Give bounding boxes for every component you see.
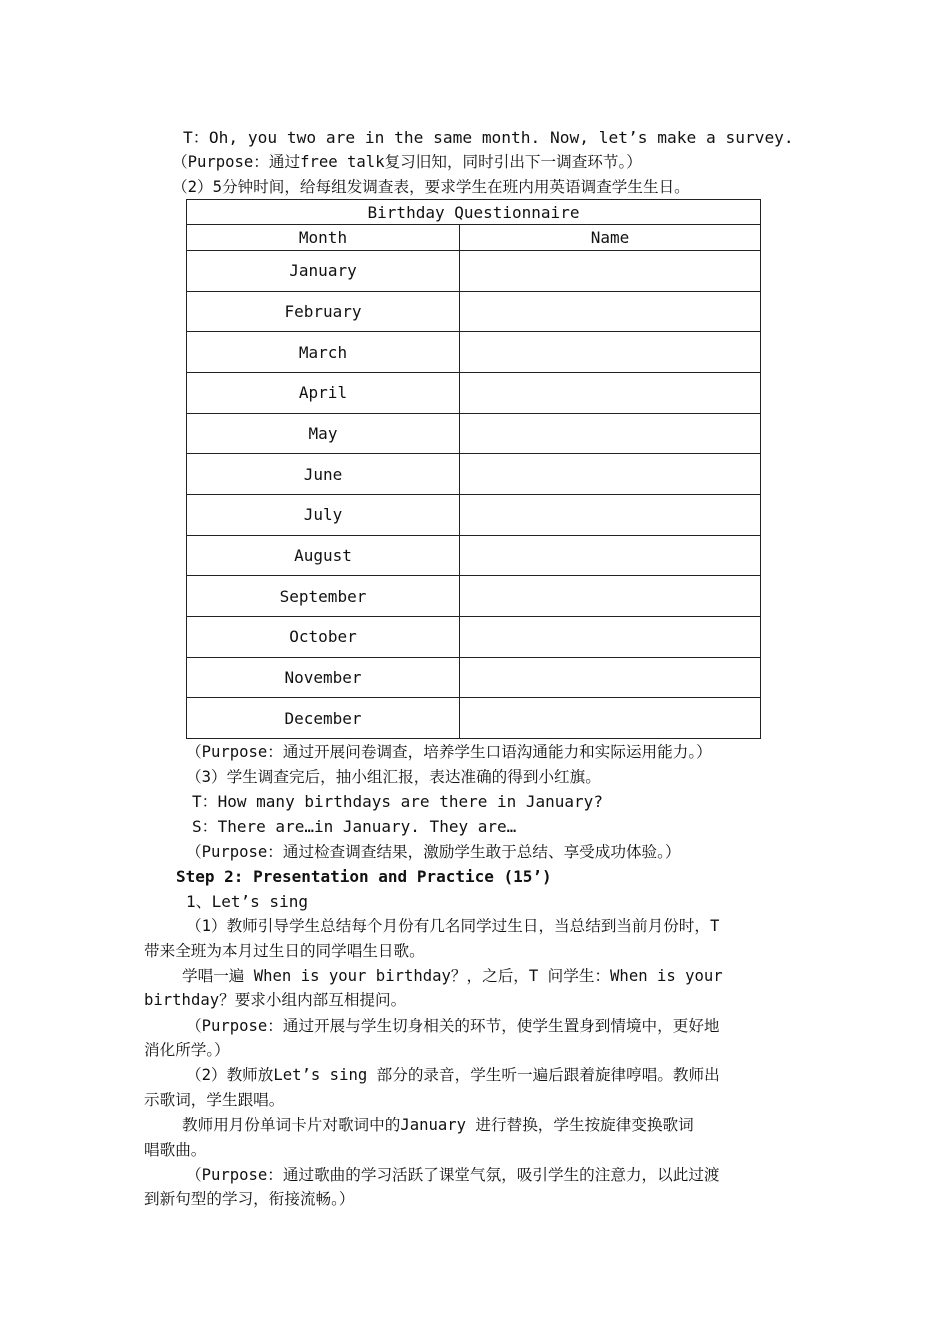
name-cell [460, 291, 761, 332]
month-cell: November [187, 657, 460, 698]
table-row [187, 372, 761, 413]
birthday-questionnaire-table [186, 199, 761, 739]
name-cell [460, 332, 761, 373]
month-cell: July [187, 494, 460, 535]
column-header-month: Month [187, 225, 460, 250]
column-header-name: Name [460, 225, 761, 250]
paragraph-line: （1）教师引导学生总结每个月份有几名同学过生日，当总结到当前月份时，T [186, 917, 720, 935]
month-cell: October [187, 616, 460, 657]
purpose-note: 消化所学。） [144, 1041, 230, 1059]
instruction-line: （3）学生调查完后，抽小组汇报，表达准确的得到小红旗。 [186, 768, 601, 786]
student-answer: S：There are…in January. They are… [192, 817, 517, 836]
paragraph-line: birthday？要求小组内部互相提问。 [144, 991, 407, 1009]
teacher-question: T：How many birthdays are there in January? [192, 792, 603, 811]
purpose-note: （Purpose：通过开展问卷调查，培养学生口语沟通能力和实际运用能力。） [186, 743, 712, 761]
paragraph-line: 学唱一遍 When is your birthday？，之后，T 问学生：When is your [182, 967, 723, 985]
step-heading: Step 2: Presentation and Practice (15’) [176, 867, 552, 886]
name-cell [460, 413, 761, 454]
table-row [187, 454, 761, 495]
name-cell [460, 535, 761, 576]
section-heading: 1、Let’s sing [186, 892, 308, 911]
purpose-note: （Purpose：通过歌曲的学习活跃了课堂气氛，吸引学生的注意力，以此过渡 [186, 1166, 720, 1184]
table-row [187, 657, 761, 698]
name-cell [460, 616, 761, 657]
paragraph-line: 唱歌曲。 [144, 1141, 207, 1159]
name-cell [460, 454, 761, 495]
purpose-note: （Purpose：通过检查调查结果，激励学生敢于总结、享受成功体验。） [186, 843, 681, 861]
month-cell: May [187, 413, 460, 454]
table-row [187, 576, 761, 617]
name-cell [460, 250, 761, 291]
month-cell: January [187, 250, 460, 291]
month-cell: December [187, 698, 460, 739]
table-row [187, 250, 761, 291]
purpose-note: （Purpose：通过开展与学生切身相关的环节，使学生置身到情境中，更好地 [186, 1017, 720, 1035]
instruction-line: （2）5分钟时间，给每组发调查表，要求学生在班内用英语调查学生生日。 [172, 178, 690, 196]
name-cell [460, 698, 761, 739]
table-title: Birthday Questionnaire [187, 200, 761, 225]
month-cell: August [187, 535, 460, 576]
month-cell: June [187, 454, 460, 495]
paragraph-line: 带来全班为本月过生日的同学唱生日歌。 [144, 942, 425, 960]
table-row [187, 413, 761, 454]
table-row [187, 698, 761, 739]
month-cell: March [187, 332, 460, 373]
paragraph-line: 教师用月份单词卡片对歌词中的January 进行替换，学生按旋律变换歌词 [182, 1116, 694, 1134]
table-row [187, 535, 761, 576]
purpose-note: （Purpose：通过free talk复习旧知，同时引出下一调查环节。） [172, 153, 642, 171]
name-cell [460, 494, 761, 535]
teacher-line: T：Oh, you two are in the same month. Now, let’s make a survey. [183, 128, 794, 147]
table-row [187, 332, 761, 373]
table-row [187, 291, 761, 332]
name-cell [460, 576, 761, 617]
table-row [187, 494, 761, 535]
name-cell [460, 657, 761, 698]
table-row [187, 616, 761, 657]
purpose-note: 到新句型的学习，衔接流畅。） [144, 1190, 355, 1208]
paragraph-line: 示歌词，学生跟唱。 [144, 1091, 285, 1109]
month-cell: April [187, 372, 460, 413]
name-cell [460, 372, 761, 413]
month-cell: February [187, 291, 460, 332]
month-cell: September [187, 576, 460, 617]
paragraph-line: （2）教师放Let’s sing 部分的录音，学生听一遍后跟着旋律哼唱。教师出 [186, 1066, 720, 1084]
